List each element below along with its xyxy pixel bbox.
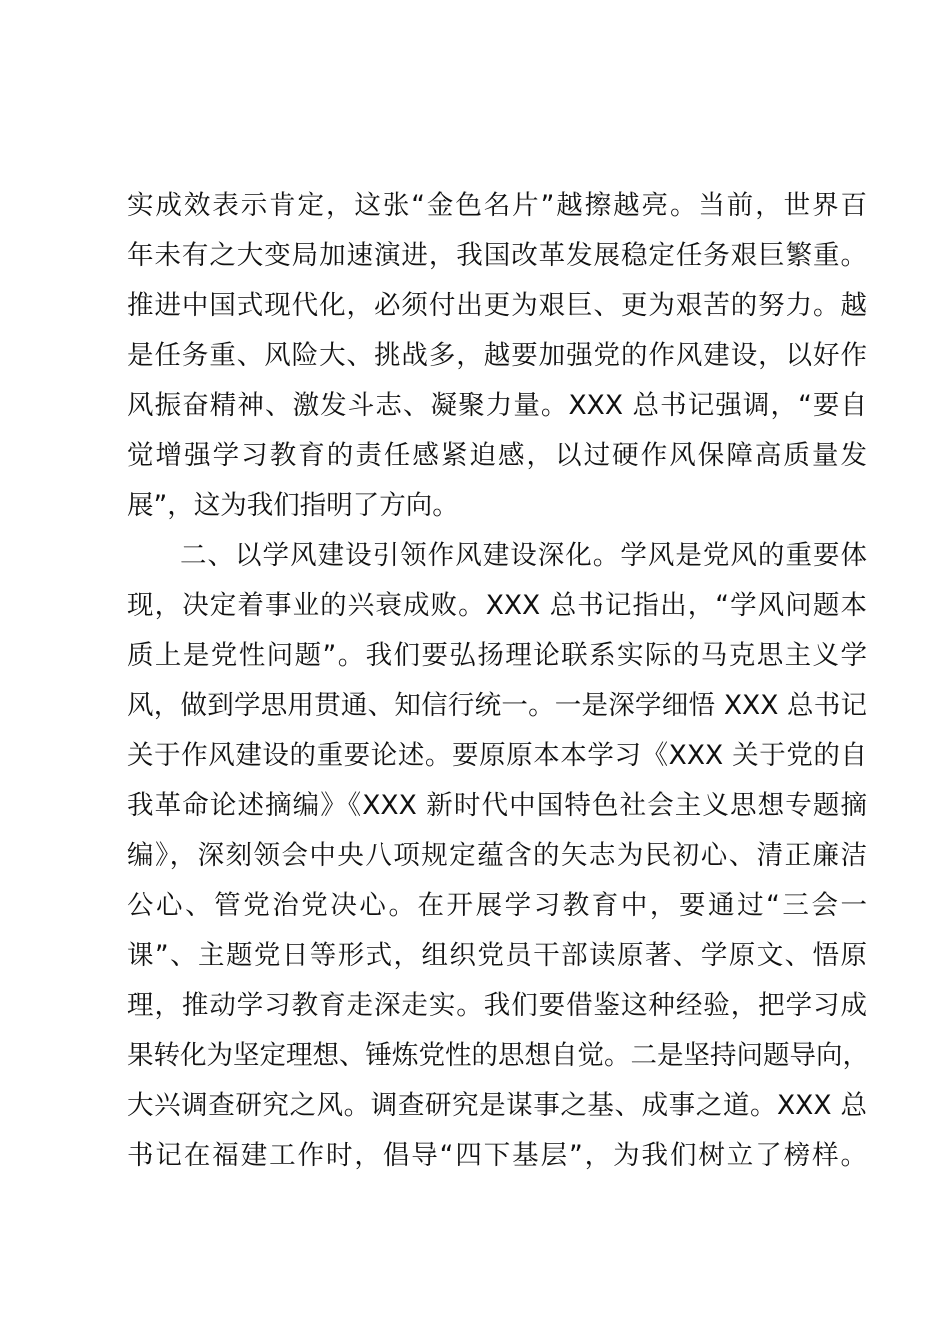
text-line: 觉增强学习教育的责任感紧迫感，以过硬作风保障高质量发 [127, 440, 867, 471]
text-line: 风振奋精神、激发斗志、凝聚力量。XXX 总书记强调，“要自 [127, 390, 867, 421]
text-line: 果转化为坚定理想、锤炼党性的思想自觉。二是坚持问题导向， [127, 1040, 869, 1071]
text-line: 风，做到学思用贯通、知信行统一。一是深学细悟 XXX 总书记 [127, 690, 867, 721]
text-line: 公心、管党治党决心。在开展学习教育中，要通过“三会一 [127, 890, 867, 921]
text-line: 课”、主题党日等形式，组织党员干部读原著、学原文、悟原 [127, 940, 867, 971]
text-line: 年未有之大变局加速演进，我国改革发展稳定任务艰巨繁重。 [127, 240, 867, 271]
paragraph-end-line: 展”，这为我们指明了方向。 [127, 490, 459, 521]
text-line: 实成效表示肯定，这张“金色名片”越擦越亮。当前，世界百 [127, 190, 867, 221]
body-text [127, 181, 867, 1181]
text-line: 我革命论述摘编》《XXX 新时代中国特色社会主义思想专题摘 [127, 790, 867, 821]
text-line: 关于作风建设的重要论述。要原原本本学习《XXX 关于党的自 [127, 740, 867, 771]
text-line: 现，决定着事业的兴衰成败。XXX 总书记指出，“学风问题本 [127, 590, 867, 621]
text-line: 书记在福建工作时，倡导“四下基层”，为我们树立了榜样。 [127, 1140, 867, 1171]
text-line: 推进中国式现代化，必须付出更为艰巨、更为艰苦的努力。越 [127, 290, 867, 321]
text-line: 编》，深刻领会中央八项规定蕴含的矢志为民初心、清正廉洁 [127, 840, 867, 871]
text-line: 大兴调查研究之风。调查研究是谋事之基、成事之道。XXX 总 [127, 1090, 867, 1121]
section-heading-line: 二、以学风建设引领作风建设深化。学风是党风的重要体 [180, 540, 867, 571]
text-line: 理，推动学习教育走深走实。我们要借鉴这种经验，把学习成 [127, 990, 867, 1021]
text-line: 质上是党性问题”。我们要弘扬理论联系实际的马克思主义学 [127, 640, 867, 671]
text-line: 是任务重、风险大、挑战多，越要加强党的作风建设，以好作 [127, 340, 867, 371]
